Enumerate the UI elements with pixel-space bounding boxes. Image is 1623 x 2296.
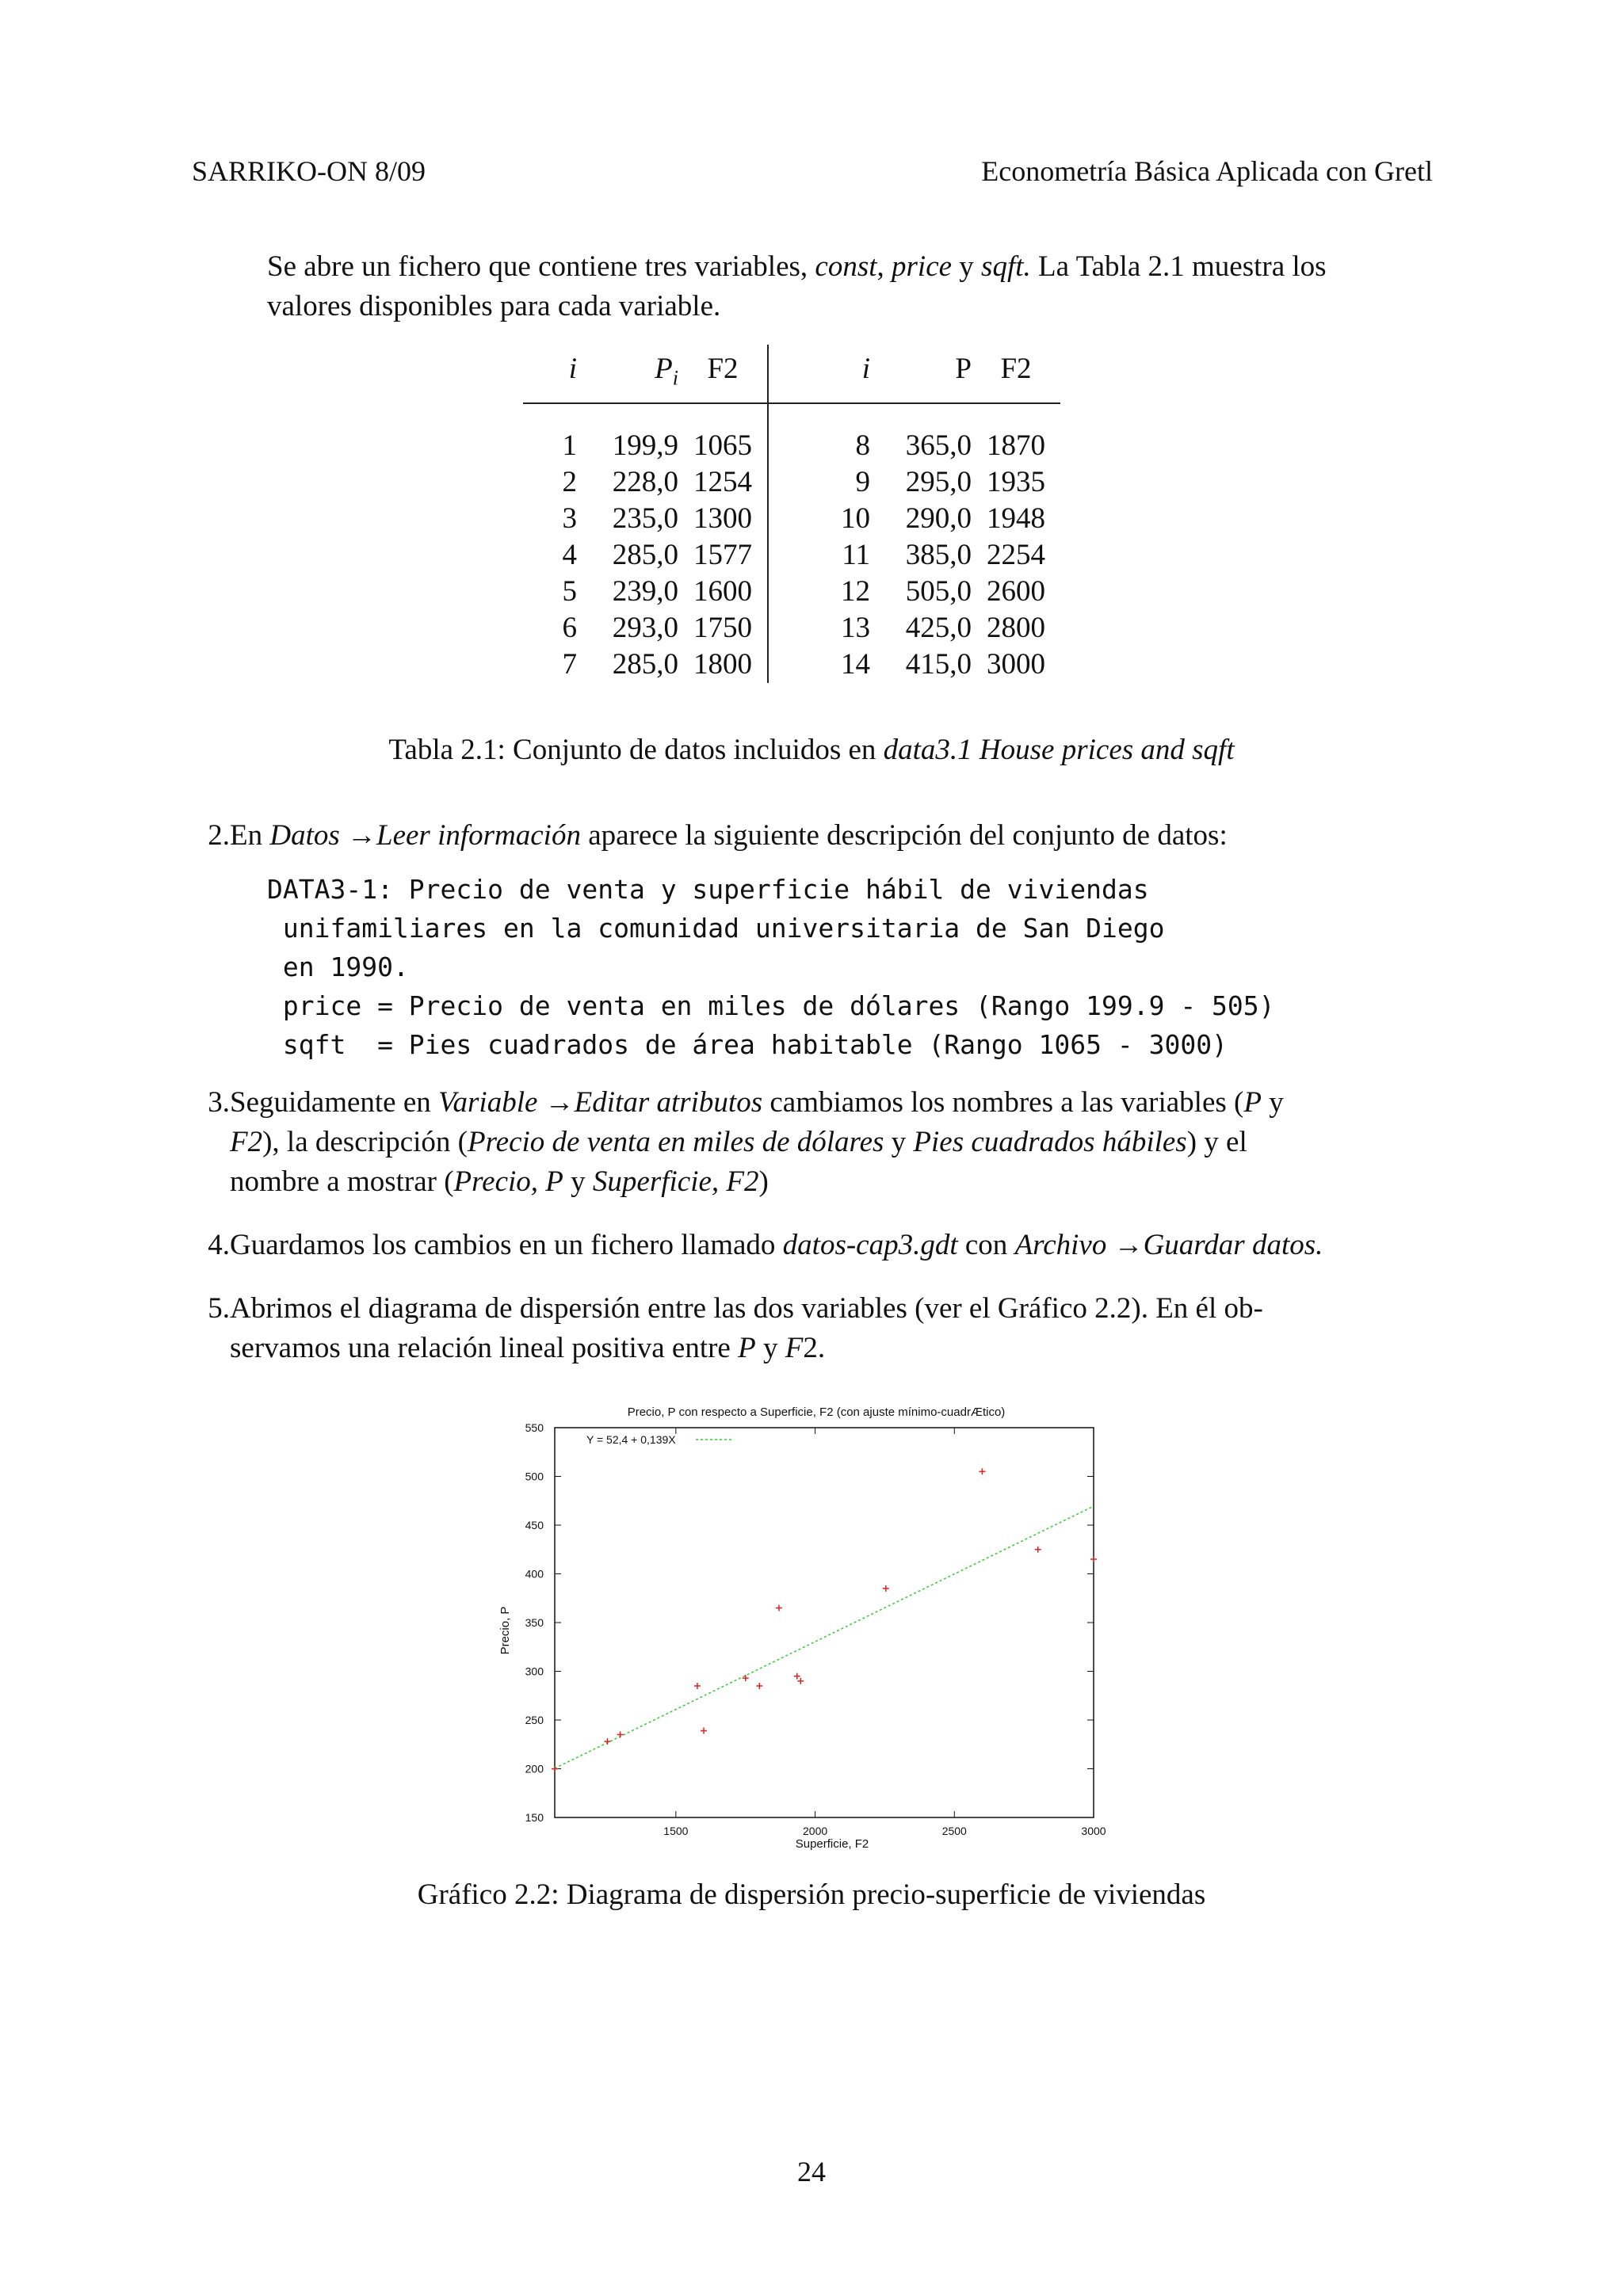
y-tick-label: 400 — [525, 1567, 544, 1581]
data-point — [604, 1738, 610, 1745]
table-row — [523, 646, 1060, 683]
y-tick-label: 350 — [525, 1616, 544, 1629]
figure-caption: Gráfico 2.2: Diagrama de dispersión precio-superficie de viviendas — [417, 1878, 1206, 1911]
y-tick-label: 300 — [525, 1665, 544, 1678]
cell-price: 425,0 — [905, 612, 972, 645]
intro-line-2: valores disponibles para cada variable. — [267, 290, 721, 322]
item-number: 5. — [208, 1292, 230, 1325]
cell-price: 365,0 — [905, 429, 972, 463]
cell-i: 5 — [562, 575, 577, 608]
table-row — [523, 610, 1060, 646]
y-tick-label: 150 — [525, 1811, 544, 1824]
y-tick-label: 550 — [525, 1421, 544, 1434]
y-axis-label: Precio, P — [498, 1606, 512, 1655]
cell-f2: 1300 — [693, 502, 752, 536]
data-point — [743, 1675, 749, 1681]
cell-price: 285,0 — [612, 539, 678, 572]
header-p-left: $P_i$ — [577, 345, 678, 403]
cell-price: 285,0 — [612, 648, 678, 681]
chart-title: Precio, P con respecto a Superficie, F2 (con ajuste mínimo-cuadrÆtico) — [627, 1405, 1006, 1419]
dataset-description-code: DATA3-1: Precio de venta y superficie hábil de viviendas unifamiliares en la comunidad universitaria de San Diego en 1990. price = Precio de venta en miles de dólares (Rango 199.9 - 505) sqft = Pies cuadrados de área habitable (Rango 1065 - 3000) — [267, 874, 1275, 1060]
table-caption: Tabla 2.1: Conjunto de datos incluidos en data3.1 House prices and sqft — [388, 734, 1235, 766]
cell-i: 4 — [562, 539, 577, 572]
list-item-5: 5. Abrimos el diagrama de dispersión entre las dos variables (ver el Gráfico 2.2). En él ob- servamos una relación lineal positiva entre P y F2. — [230, 1289, 1434, 1368]
data-point — [883, 1585, 889, 1592]
cell-price: 385,0 — [905, 539, 972, 572]
header-f2-right: F2 — [972, 345, 1060, 403]
y-tick-label: 450 — [525, 1519, 544, 1531]
cell-price: 239,0 — [612, 575, 678, 608]
cell-f2: 1065 — [693, 429, 752, 463]
item-number: 2. — [208, 819, 230, 852]
cell-price: 415,0 — [905, 648, 972, 681]
cell-i: 11 — [842, 539, 870, 572]
var-const: const — [815, 250, 877, 283]
cell-i: 6 — [562, 612, 577, 645]
y-tick-label: 500 — [525, 1470, 544, 1483]
table-row — [523, 464, 1060, 501]
cell-i: 9 — [855, 466, 870, 499]
column-separator — [768, 574, 816, 610]
page-number: 24 — [797, 2156, 826, 2187]
item-number: 4. — [208, 1229, 230, 1261]
cell-f2: 2800 — [987, 612, 1045, 645]
plot-frame — [555, 1428, 1094, 1817]
item-number: 3. — [208, 1086, 230, 1119]
y-tick-label: 200 — [525, 1762, 544, 1775]
cell-f2: 1935 — [987, 466, 1045, 499]
cell-f2: 1600 — [693, 575, 752, 608]
intro-line-1: Se abre un fichero que contiene tres variables, const, price y sqft. La Tabla 2.1 muestra los — [267, 250, 1327, 283]
y-tick-label: 250 — [525, 1714, 544, 1726]
table-row — [523, 537, 1060, 574]
data-point — [552, 1766, 558, 1772]
data-point — [694, 1683, 701, 1689]
column-separator — [768, 646, 816, 683]
column-separator — [768, 610, 816, 646]
cell-i: 12 — [841, 575, 870, 608]
x-tick-label: 2000 — [803, 1825, 828, 1837]
list-item-2: 2. En Datos →Leer información aparece la siguiente descripción del conjunto de datos: — [230, 816, 1434, 856]
list-item-3: 3. Seguidamente en Variable →Editar atributos cambiamos los nombres a las variables (P y F2), la descripción (Precio de venta en miles de dólares y Pies cuadrados hábiles) y el nombre a mostrar (Precio, P y Superficie, F2) — [230, 1083, 1434, 1202]
fit-line — [555, 1506, 1094, 1768]
table-row — [523, 403, 1060, 464]
data-point — [701, 1728, 707, 1734]
data-point — [756, 1683, 762, 1689]
data-point — [1035, 1547, 1041, 1553]
data-point — [797, 1678, 804, 1684]
column-separator — [768, 464, 816, 501]
data-point — [794, 1673, 800, 1680]
table-header-row — [523, 345, 1060, 403]
cell-price: 295,0 — [905, 466, 972, 499]
cell-i: 13 — [841, 612, 870, 645]
cell-f2: 2600 — [987, 575, 1045, 608]
data-point — [776, 1605, 782, 1611]
header-f2-left: F2 — [678, 345, 768, 403]
cell-f2: 1800 — [693, 648, 752, 681]
data-point — [1090, 1556, 1097, 1562]
cell-i: 1 — [562, 429, 577, 463]
cell-f2: 1870 — [987, 429, 1045, 463]
cell-price: 290,0 — [905, 502, 972, 536]
x-tick-label: 3000 — [1081, 1825, 1106, 1837]
legend-label: Y = 52,4 + 0,139X — [586, 1433, 676, 1446]
column-separator — [768, 537, 816, 574]
column-separator — [768, 501, 816, 537]
cell-i: 8 — [855, 429, 870, 463]
cell-f2: 2254 — [987, 539, 1045, 572]
cell-i: 14 — [841, 648, 870, 681]
cell-f2: 3000 — [987, 648, 1045, 681]
x-tick-label: 2500 — [941, 1825, 967, 1837]
var-price: price — [892, 250, 953, 283]
cell-price: 199,9 — [612, 429, 678, 463]
header-i-left: i — [523, 345, 577, 403]
x-axis-label: Superficie, F2 — [795, 1837, 869, 1851]
intro-paragraph — [267, 247, 1432, 326]
table-row — [523, 574, 1060, 610]
cell-i: 10 — [841, 502, 870, 536]
menu-path: Datos →Leer información — [269, 819, 581, 852]
list-item-4: 4. Guardamos los cambios en un fichero llamado datos-cap3.gdt con Archivo →Guardar datos. — [230, 1226, 1434, 1265]
cell-price: 505,0 — [905, 575, 972, 608]
data-table — [523, 345, 1060, 683]
cell-i: 3 — [562, 502, 577, 536]
scatter-plot — [491, 1394, 1125, 1854]
cell-f2: 1254 — [693, 466, 752, 499]
cell-f2: 1577 — [693, 539, 752, 572]
x-tick-label: 1500 — [663, 1825, 689, 1837]
plot-area — [525, 1421, 1106, 1837]
var-sqft: sqft. — [981, 250, 1031, 283]
cell-price: 235,0 — [612, 502, 678, 536]
cell-price: 293,0 — [612, 612, 678, 645]
cell-i: 7 — [562, 648, 577, 681]
cell-price: 228,0 — [612, 466, 678, 499]
header-i-right: i — [816, 345, 870, 403]
running-header-right: Econometría Básica Aplicada con Gretl — [981, 155, 1433, 187]
column-separator — [768, 403, 816, 464]
data-point — [617, 1731, 624, 1737]
table-row — [523, 501, 1060, 537]
cell-f2: 1750 — [693, 612, 752, 645]
header-p-right: P — [870, 345, 972, 403]
cell-i: 2 — [562, 466, 577, 499]
data-point — [979, 1468, 985, 1474]
cell-f2: 1948 — [987, 502, 1045, 536]
running-header-left: SARRIKO-ON 8/09 — [192, 155, 426, 187]
